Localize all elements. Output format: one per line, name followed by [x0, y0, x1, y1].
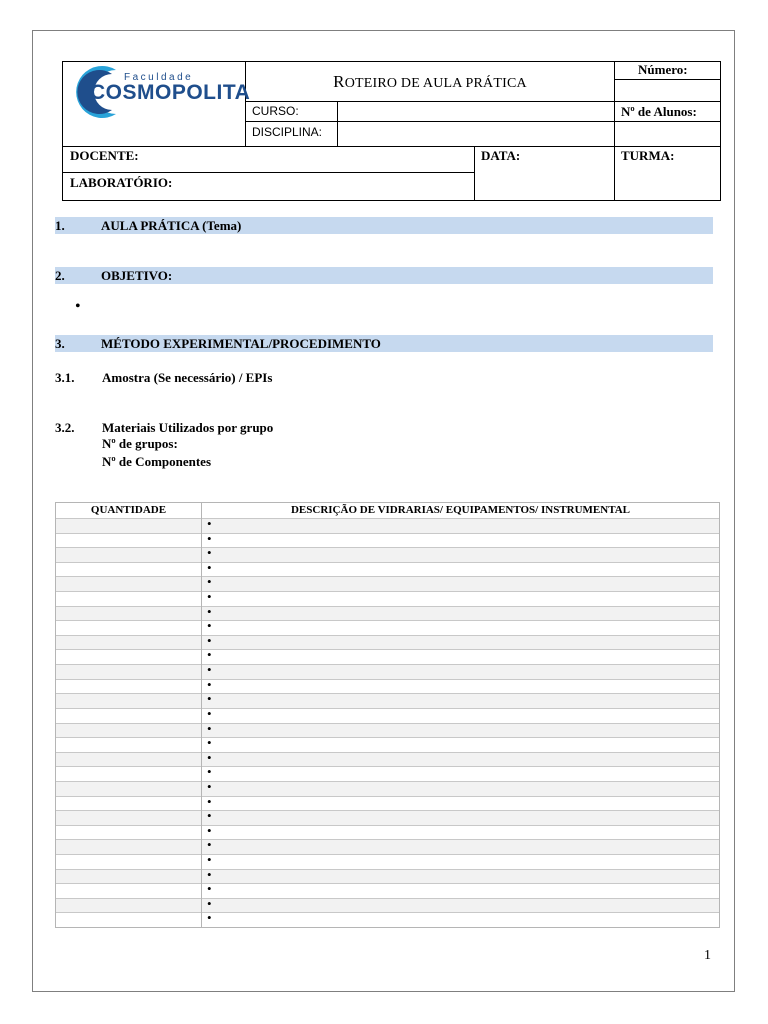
section-number: 1.: [55, 218, 65, 233]
table-row: [56, 822, 719, 840]
divider: [62, 146, 721, 147]
row-bullet: •: [207, 764, 212, 780]
row-bullet: •: [207, 676, 212, 692]
subsection-number: 3.2.: [55, 420, 75, 435]
table-row: [56, 649, 719, 664]
logo: [72, 64, 251, 120]
column-header-descricao: DESCRIÇÃO DE VIDRARIAS/ EQUIPAMENTOS/ INSTRUMENTAL: [290, 504, 631, 516]
row-bullet: •: [207, 691, 212, 707]
table-row: [56, 576, 719, 591]
table-row: [56, 693, 719, 708]
row-bullet: •: [207, 662, 212, 678]
row-bullet: •: [207, 603, 212, 619]
row-bullet: •: [207, 720, 212, 736]
table-row: [56, 632, 719, 650]
subsection-title-materiais: Materiais Utilizados por grupo: [102, 420, 274, 435]
title-text: OTEIRO DE AULA PRÁTICA: [344, 76, 527, 91]
table-row: [56, 737, 719, 752]
table-row: [56, 749, 719, 767]
table-row: [56, 676, 719, 694]
numero-label: Número:: [638, 62, 688, 77]
componentes-label: Nº de Componentes: [102, 454, 212, 469]
section-number: 2.: [55, 268, 65, 283]
alunos-label: Nº de Alunos:: [621, 104, 697, 119]
divider: [614, 61, 615, 147]
table-row: [56, 839, 719, 854]
page-number: 1: [704, 948, 711, 963]
row-bullet: •: [207, 589, 212, 605]
laboratorio-label: LABORATÓRIO:: [70, 175, 173, 190]
materials-table: [55, 502, 720, 928]
column-divider: [201, 503, 202, 927]
row-bullet: •: [207, 910, 212, 926]
row-bullet: •: [207, 735, 212, 751]
row-bullet: •: [207, 837, 212, 853]
divider: [474, 146, 475, 201]
curso-label: CURSO:: [252, 104, 299, 118]
data-label: DATA:: [481, 148, 521, 163]
grupos-label: Nº de grupos:: [102, 436, 178, 451]
divider: [245, 121, 721, 122]
row-bullet: •: [207, 632, 212, 648]
table-row: [56, 518, 719, 533]
row-bullet: •: [207, 808, 212, 824]
subsection-title-amostra: Amostra (Se necessário) / EPIs: [102, 370, 273, 385]
section-title-metodo: MÉTODO EXPERIMENTAL/PROCEDIMENTO: [101, 336, 381, 351]
table-row: [56, 912, 719, 927]
docente-label: DOCENTE:: [70, 148, 139, 163]
table-row: [56, 547, 719, 562]
row-bullet: •: [207, 618, 212, 634]
table-row: [56, 591, 719, 606]
objective-bullet: •: [75, 298, 81, 315]
table-row: [56, 778, 719, 796]
column-header-quantidade: QUANTIDADE: [90, 504, 167, 516]
row-bullet: •: [207, 647, 212, 663]
table-row: [56, 720, 719, 738]
table-row: [56, 664, 719, 679]
row-bullet: •: [207, 530, 212, 546]
table-row: [56, 705, 719, 723]
row-bullet: •: [207, 516, 212, 531]
row-bullet: •: [207, 822, 212, 838]
row-bullet: •: [207, 866, 212, 882]
logo-subtitle: Faculdade: [124, 72, 194, 83]
table-row: [56, 883, 719, 898]
row-bullet: •: [207, 851, 212, 867]
table-row: [56, 895, 719, 913]
divider: [337, 101, 338, 147]
table-row: [56, 620, 719, 635]
section-number: 3.: [55, 336, 65, 351]
turma-label: TURMA:: [621, 148, 675, 163]
table-row: [56, 603, 719, 621]
document-title: [246, 72, 614, 92]
row-bullet: •: [207, 749, 212, 765]
table-row: [56, 851, 719, 869]
title-initial: R: [333, 72, 345, 91]
row-bullet: •: [207, 793, 212, 809]
row-bullet: •: [207, 559, 212, 575]
row-bullet: •: [207, 545, 212, 561]
row-bullet: •: [207, 778, 212, 794]
table-row: [56, 530, 719, 548]
table-row: [56, 793, 719, 811]
row-bullet: •: [207, 881, 212, 897]
table-row: [56, 866, 719, 884]
divider: [245, 101, 721, 102]
row-bullet: •: [207, 895, 212, 911]
row-bullet: •: [207, 705, 212, 721]
divider: [62, 172, 474, 173]
table-row: [56, 810, 719, 825]
logo-wordmark: COSMOPOLITA: [90, 81, 251, 104]
subsection-number: 3.1.: [55, 370, 75, 385]
table-row: [56, 766, 719, 781]
row-bullet: •: [207, 574, 212, 590]
section-title-objetivo: OBJETIVO:: [101, 268, 173, 283]
section-title-aula-pratica: AULA PRÁTICA (Tema): [101, 218, 242, 233]
table-row: [56, 559, 719, 577]
disciplina-label: DISCIPLINA:: [252, 125, 323, 139]
table-header: [56, 503, 719, 518]
divider: [614, 146, 615, 201]
divider: [614, 79, 721, 80]
